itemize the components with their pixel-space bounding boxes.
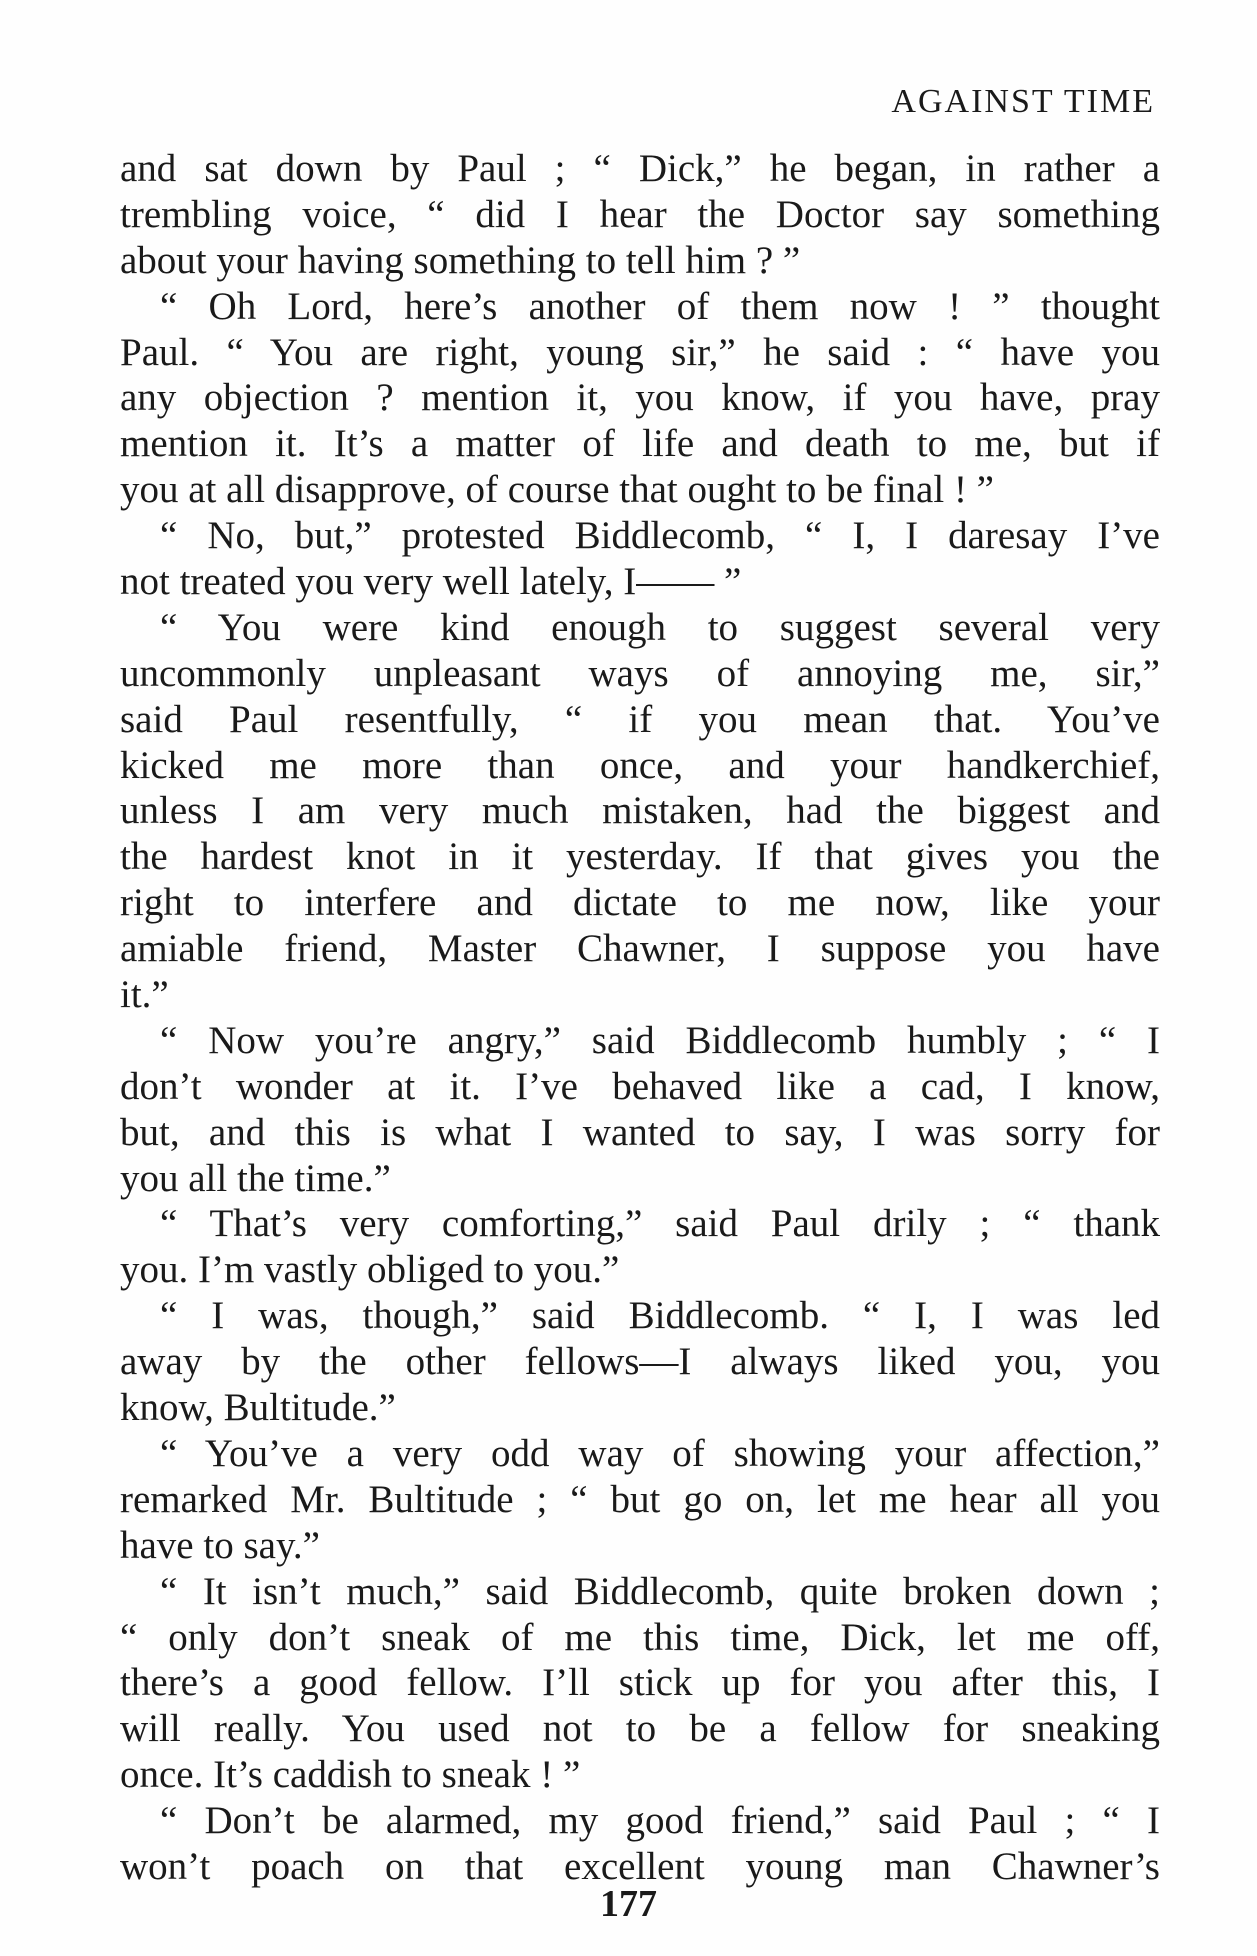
text-line: know, Bultitude.” xyxy=(120,1386,396,1430)
text-line: won’t poach on that excellent young man Chawner’s xyxy=(120,1844,1160,1888)
running-head: AGAINST TIME xyxy=(891,83,1155,120)
text-line: you. I’m vastly obliged to you.” xyxy=(120,1248,620,1292)
text-line: “ It isn’t much,” said Biddlecomb, quite broken down ; xyxy=(160,1569,1160,1613)
text-line: “ That’s very comforting,” said Paul drily ; “ thank xyxy=(160,1202,1160,1246)
text-line: amiable friend, Master Chawner, I suppose you have xyxy=(120,927,1160,971)
text-line: said Paul resentfully, “ if you mean that. You’ve xyxy=(120,697,1160,741)
text-line: once. It’s caddish to sneak ! ” xyxy=(120,1753,581,1797)
text-line: Paul. “ You are right, young sir,” he said : “ have you xyxy=(120,330,1160,374)
text-line: “ Don’t be alarmed, my good friend,” said Paul ; “ I xyxy=(160,1799,1160,1843)
page-number: 177 xyxy=(600,1883,657,1925)
text-line: will really. You used not to be a fellow for sneaking xyxy=(120,1707,1160,1751)
text-line: any objection ? mention it, you know, if you have, pray xyxy=(120,376,1160,420)
body-text xyxy=(120,146,1160,1890)
text-line: but, and this is what I wanted to say, I was sorry for xyxy=(120,1110,1160,1154)
text-line: “ You’ve a very odd way of showing your affection,” xyxy=(160,1431,1160,1475)
text-line: mention it. It’s a matter of life and death to me, but if xyxy=(120,422,1160,466)
text-line: about your having something to tell him ? ” xyxy=(120,238,801,282)
text-line: you at all disapprove, of course that ought to be final ! ” xyxy=(120,468,994,512)
text-line: it.” xyxy=(120,973,169,1017)
text-line: trembling voice, “ did I hear the Doctor say something xyxy=(120,192,1160,236)
text-line: right to interfere and dictate to me now, like your xyxy=(120,881,1160,925)
text-line: away by the other fellows—I always liked you, you xyxy=(120,1340,1160,1384)
text-line: the hardest knot in it yesterday. If that gives you the xyxy=(120,835,1160,879)
text-line: “ Oh Lord, here’s another of them now ! ” thought xyxy=(160,284,1160,328)
text-line: remarked Mr. Bultitude ; “ but go on, let me hear all you xyxy=(120,1477,1160,1521)
text-line: “ only don’t sneak of me this time, Dick, let me off, xyxy=(120,1615,1160,1659)
text-line: “ No, but,” protested Biddlecomb, “ I, I daresay I’ve xyxy=(160,514,1160,558)
text-line: you all the time.” xyxy=(120,1156,391,1200)
text-line: unless I am very much mistaken, had the biggest and xyxy=(120,789,1160,833)
text-line: kicked me more than once, and your handkerchief, xyxy=(120,743,1160,787)
text-line: have to say.” xyxy=(120,1523,320,1567)
text-line: don’t wonder at it. I’ve behaved like a cad, I know, xyxy=(120,1064,1160,1108)
text-line: not treated you very well lately, I—— ” xyxy=(120,560,742,604)
text-line: “ Now you’re angry,” said Biddlecomb humbly ; “ I xyxy=(160,1018,1160,1062)
text-line: “ I was, though,” said Biddlecomb. “ I, I was led xyxy=(160,1294,1160,1338)
text-line: uncommonly unpleasant ways of annoying me, sir,” xyxy=(120,651,1160,695)
text-line: there’s a good fellow. I’ll stick up for you after this, I xyxy=(120,1661,1160,1705)
text-line: and sat down by Paul ; “ Dick,” he began, in rather a xyxy=(120,147,1160,190)
text-line: “ You were kind enough to suggest several very xyxy=(160,605,1160,649)
